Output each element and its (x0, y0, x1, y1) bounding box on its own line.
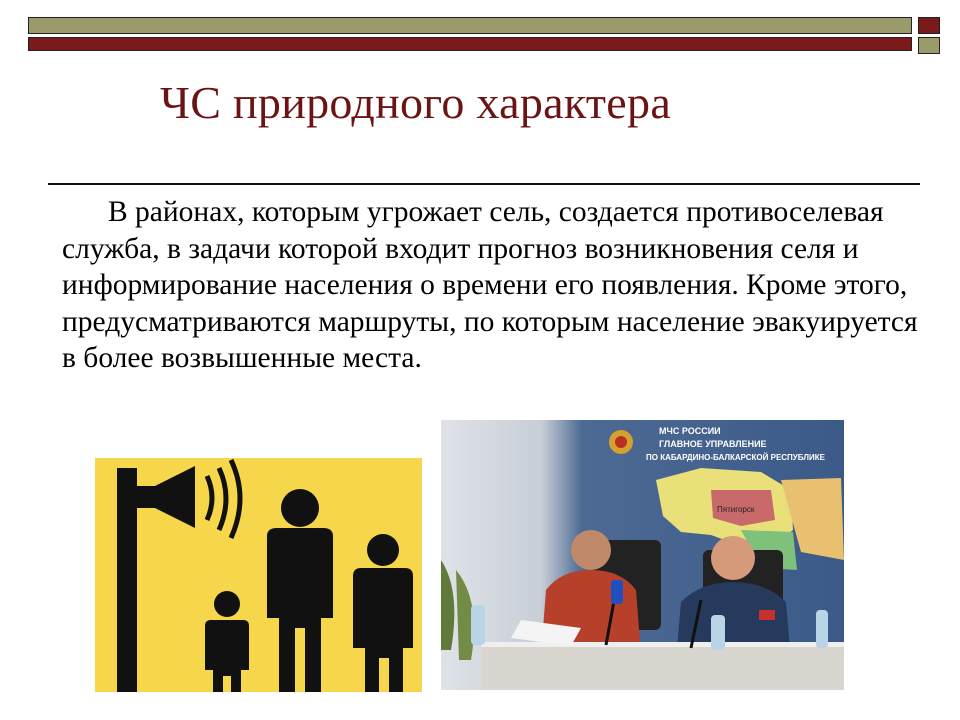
slide-paragraph: В районах, которым угрожает сель, создается противоселевая служба, в задачи которой входит прогноз возникновения селя и информирование населения о времени его появления. Кроме этого, предусматриваются маршруты, по которым население эвакуируется в более возвышенные места. (62, 196, 918, 374)
corner-square-maroon (918, 17, 940, 34)
olive-stripe (28, 17, 912, 34)
banner-line-1: МЧС РОССИИ (659, 426, 721, 436)
press-conference-photo (441, 420, 844, 690)
slide-title: ЧС природного характера (160, 77, 672, 128)
sign-graphic (95, 458, 422, 692)
maroon-stripe (28, 37, 912, 51)
banner-line-2: ГЛАВНОЕ УПРАВЛЕНИЕ (659, 439, 767, 449)
map-label: Пятигорск (717, 505, 755, 514)
title-divider (48, 183, 920, 185)
photo-graphic (441, 420, 844, 690)
top-decorative-bar (28, 17, 940, 51)
corner-square-olive (918, 37, 940, 54)
loudspeaker-family-icon (95, 458, 422, 692)
banner-line-3: ПО КАБАРДИНО-БАЛКАРСКОЙ РЕСПУБЛИКЕ (646, 453, 825, 462)
